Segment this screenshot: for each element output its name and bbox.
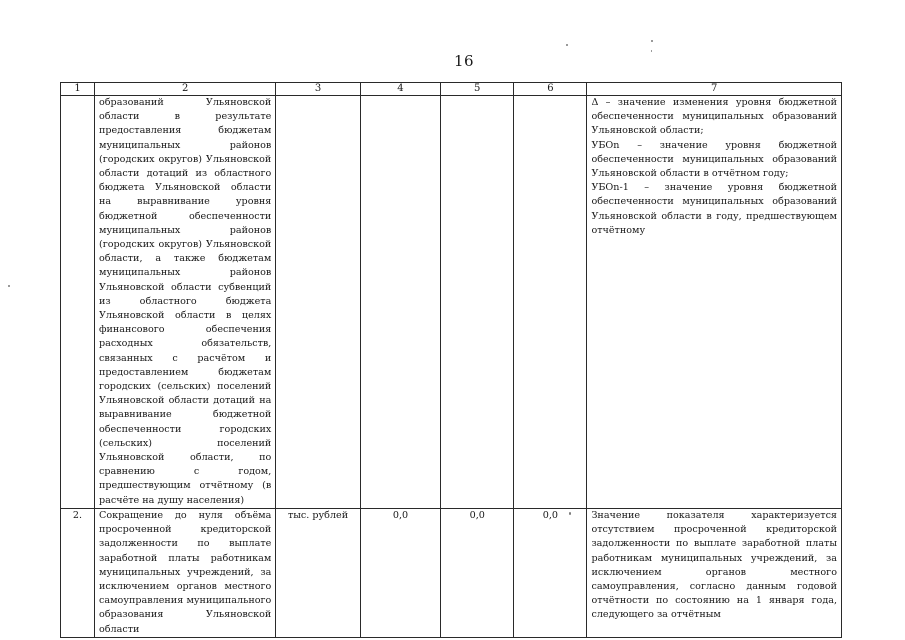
- scan-speck: [651, 40, 653, 42]
- header-cell-1: 1: [61, 83, 95, 96]
- value-cell-5: 0,0: [441, 508, 514, 637]
- note-ubo-n: УБОn – значение уровня бюджетной обеспеченности муниципальных образований Ульяновской области в отчётном году;: [591, 139, 837, 180]
- indicator-description: образований Ульяновской области в результате предоставления бюджетам муниципальных районов (городских округов) Ульяновской области дотаций из областного бюджета Ульяновской области на выравнивание уровня бюджетной обеспеченности муниципальных районов (городских округов) Ульяновской области, а также бюджетам муниципальных районов Ульяновской области субвенций из областного бюджета Ульяновской области в целях финансового обеспечения расходных обязательств, связанных с расчётом и предоставлением бюджетам городских (сельских) поселений Ульяновской области дотаций на выравнивание бюджетной обеспеченности городских (сельских) поселений Ульяновской области, по сравнению с годом, предшествующим отчётному (в расчёте на душу населения): [95, 96, 276, 509]
- header-cell-3: 3: [276, 83, 360, 96]
- table-row: [61, 96, 842, 509]
- value-cell-4: [360, 96, 440, 509]
- scan-speck: [569, 512, 571, 515]
- value-cell-5: [441, 96, 514, 509]
- unit-cell: [276, 96, 360, 509]
- row-number: [61, 96, 95, 509]
- header-cell-4: 4: [360, 83, 440, 96]
- table-row: [61, 508, 842, 637]
- value-cell-6: [514, 96, 587, 509]
- unit-cell: тыс. рублей: [276, 508, 360, 637]
- header-cell-5: 5: [441, 83, 514, 96]
- page-number: 16: [453, 52, 475, 70]
- scan-speck: [651, 50, 652, 52]
- indicator-table: [60, 82, 842, 638]
- header-cell-6: 6: [514, 83, 587, 96]
- indicator-description: Сокращение до нуля объёма просроченной кредиторской задолженности по выплате заработной платы работникам муниципальных учреждений, за исключением органов местного самоуправления муниципального образования Ульяновской области: [95, 508, 276, 637]
- header-cell-2: 2: [95, 83, 276, 96]
- calculation-notes: [587, 96, 842, 509]
- value-cell-4: 0,0: [360, 508, 440, 637]
- note-ubo-n-1: УБОn-1 – значение уровня бюджетной обеспеченности муниципальных образований Ульяновской области в году, предшествующем отчётному: [591, 182, 837, 236]
- scan-speck: [8, 285, 10, 287]
- value-cell-6: 0,0: [514, 508, 587, 637]
- calculation-notes: Значение показателя характеризуется отсутствием просроченной кредиторской задолженности по выплате заработной платы работникам муниципальных учреждений, за исключением органов местного самоуправления, согласно данным годовой отчётности по состоянию на 1 января года, следующего за отчётным: [587, 508, 842, 637]
- header-cell-7: 7: [587, 83, 842, 96]
- note-delta: Δ – значение изменения уровня бюджетной обеспеченности муниципальных образований Ульяновской области;: [591, 97, 837, 137]
- row-number: 2.: [61, 508, 95, 637]
- scan-speck: [566, 44, 568, 46]
- table-header-row: [61, 83, 842, 96]
